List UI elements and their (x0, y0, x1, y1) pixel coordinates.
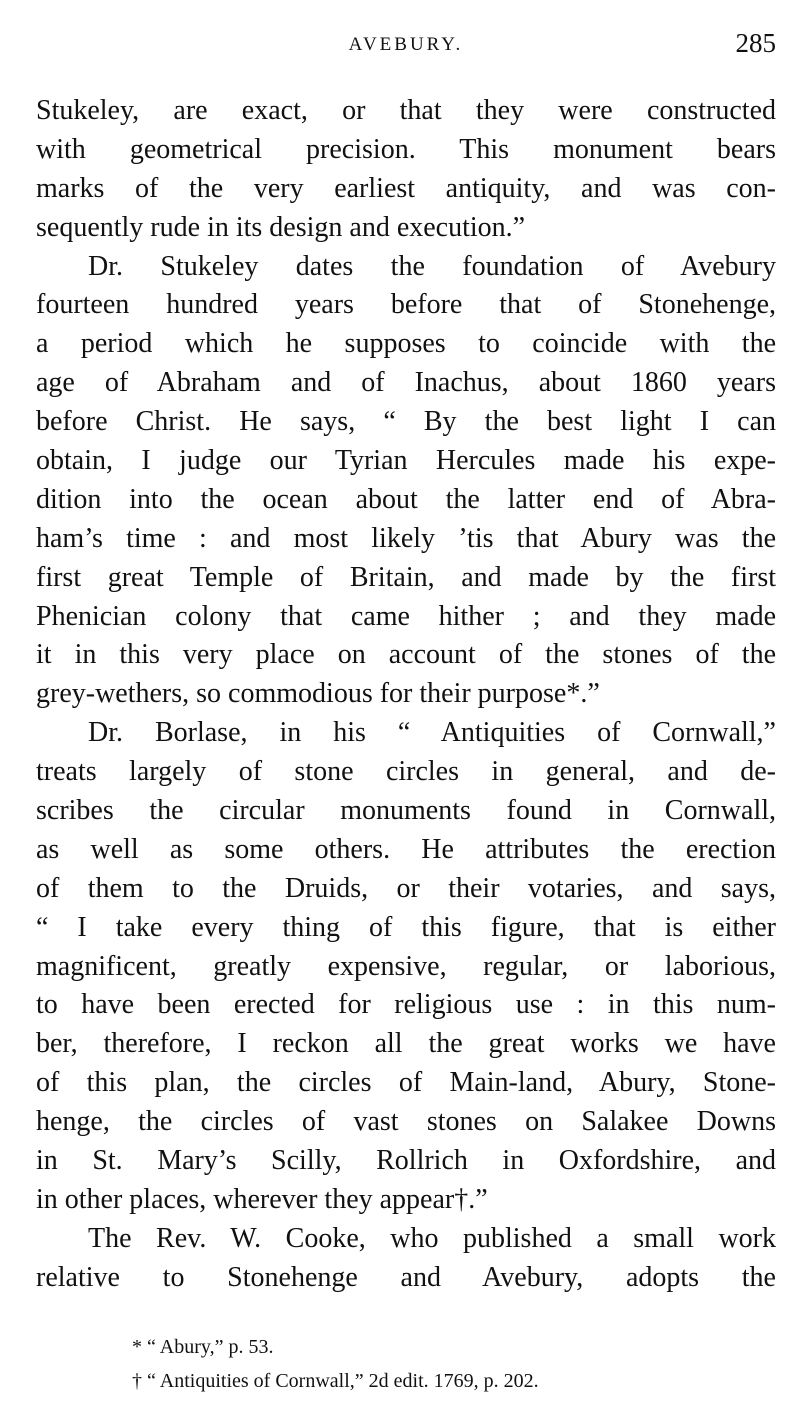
text-line: Dr. Borlase, in his “ Antiquities of Cornwall,” (88, 717, 776, 749)
text-line: ham’s time : and most likely ’tis that Abury was the (36, 522, 776, 554)
text-line: before Christ. He says, “ By the best light I can (36, 406, 776, 438)
text-line: sequently rude in its design and execution.” (36, 211, 526, 243)
text-line: of them to the Druids, or their votaries, and says, (36, 872, 776, 904)
text-line: obtain, I judge our Tyrian Hercules made his expe- (36, 445, 776, 477)
text-line: first great Temple of Britain, and made by the first (36, 561, 776, 593)
text-line: treats largely of stone circles in general, and de- (36, 756, 776, 788)
text-line: marks of the very earliest antiquity, and was con- (36, 172, 776, 204)
text-line: in St. Mary’s Scilly, Rollrich in Oxfordshire, and (36, 1145, 776, 1177)
text-line: Dr. Stukeley dates the foundation of Avebury (88, 250, 776, 282)
footnote: † “ Antiquities of Cornwall,” 2d edit. 1769, p. 202. (132, 1370, 539, 1392)
footnotes (132, 1330, 732, 1398)
text-line: The Rev. W. Cooke, who published a small work (88, 1222, 776, 1254)
text-line: age of Abraham and of Inachus, about 1860 years (36, 367, 776, 399)
text-line: relative to Stonehenge and Avebury, adopts the (36, 1261, 776, 1293)
body-text (36, 92, 776, 1298)
text-line: fourteen hundred years before that of Stonehenge, (36, 289, 776, 321)
text-line: with geometrical precision. This monument bears (36, 133, 776, 165)
text-line: ber, therefore, I reckon all the great works we have (36, 1028, 776, 1060)
text-line: to have been erected for religious use : in this num- (36, 989, 776, 1021)
text-line: “ I take every thing of this figure, that is either (36, 911, 776, 943)
text-line: henge, the circles of vast stones on Salakee Downs (36, 1106, 776, 1138)
text-line: of this plan, the circles of Main-land, Abury, Stone- (36, 1067, 776, 1099)
text-line: as well as some others. He attributes the erection (36, 833, 776, 865)
text-line: grey-wethers, so commodious for their purpose*.” (36, 678, 600, 710)
running-head (36, 28, 776, 60)
running-title: AVEBURY. (348, 34, 464, 55)
page-number: 285 (735, 28, 776, 58)
footnote: * “ Abury,” p. 53. (132, 1336, 274, 1358)
text-line: in other places, wherever they appear†.” (36, 1183, 488, 1215)
text-line: dition into the ocean about the latter end of Abra- (36, 483, 776, 515)
text-line: Phenician colony that came hither ; and they made (36, 600, 776, 632)
text-line: magnificent, greatly expensive, regular, or laborious, (36, 950, 776, 982)
text-line: scribes the circular monuments found in Cornwall, (36, 795, 776, 827)
text-line: Stukeley, are exact, or that they were constructed (36, 95, 776, 126)
text-line: a period which he supposes to coincide with the (36, 328, 776, 360)
text-line: it in this very place on account of the stones of the (36, 639, 776, 671)
